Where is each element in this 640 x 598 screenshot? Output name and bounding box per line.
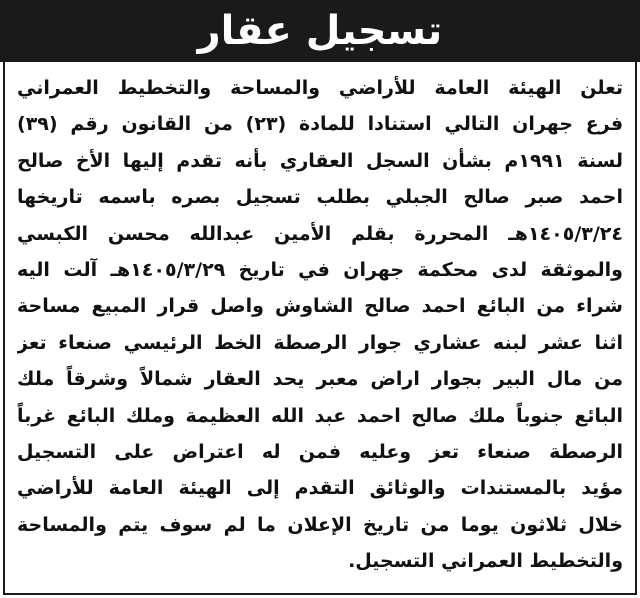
notice-body xyxy=(3,62,637,595)
notice-line: الرصطة صنعاء تعز وعليه فمن له اعتراض على التسجيل xyxy=(17,440,623,463)
notice-line: والتخطيط العمراني التسجيل. xyxy=(348,550,623,573)
notice-line: والموثقة لدى محكمة جهران في تاريخ ١٤٠٥/٣/٢٩هـ آلت اليه xyxy=(17,258,623,281)
notice-line: شراء من البائع احمد صالح الشاوش واصل قرار المبيع مساحة xyxy=(17,295,623,318)
notice-line: مؤيد بالمستندات والوثائق التقدم إلى الهيئة العامة للأراضي xyxy=(17,477,623,500)
notice-line: فرع جهران التالي استنادا للمادة (٢٣) من القانون رقم (٣٩) xyxy=(17,113,623,136)
notice-text xyxy=(17,70,623,579)
notice-title: تسجيل عقار xyxy=(197,8,443,54)
notice-line: ١٤٠٥/٣/٢٤هـ المحررة بقلم الأمين عبدالله محسن الكبسي xyxy=(17,222,623,245)
notice-line: من مال البير بجوار اراض معبر يحد العقار شمالاً وشرقاً ملك xyxy=(17,368,623,391)
notice-header xyxy=(0,0,640,62)
notice-line: اثنا عشر لبنه عشاري جوار الرصطة الخط الرئيسي صنعاء تعز xyxy=(17,331,623,354)
notice-line: لسنة ١٩٩١م بشأن السجل العقاري بأنه تقدم إليها الأخ صالح xyxy=(17,149,623,172)
notice-line: خلال ثلاثون يوما من تاريخ الإعلان ما لم سوف يتم والمساحة xyxy=(17,513,623,536)
notice-line: البائع جنوباً ملك صالح احمد عبد الله العظيمة وملك البائع غرباً xyxy=(17,404,623,427)
notice-line: احمد صبر صالح الجبلي بطلب تسجيل بصره باسمه تاريخها xyxy=(17,186,623,209)
notice-line: تعلن الهيئة العامة للأراضي والمساحة والتخطيط العمراني xyxy=(17,77,623,99)
